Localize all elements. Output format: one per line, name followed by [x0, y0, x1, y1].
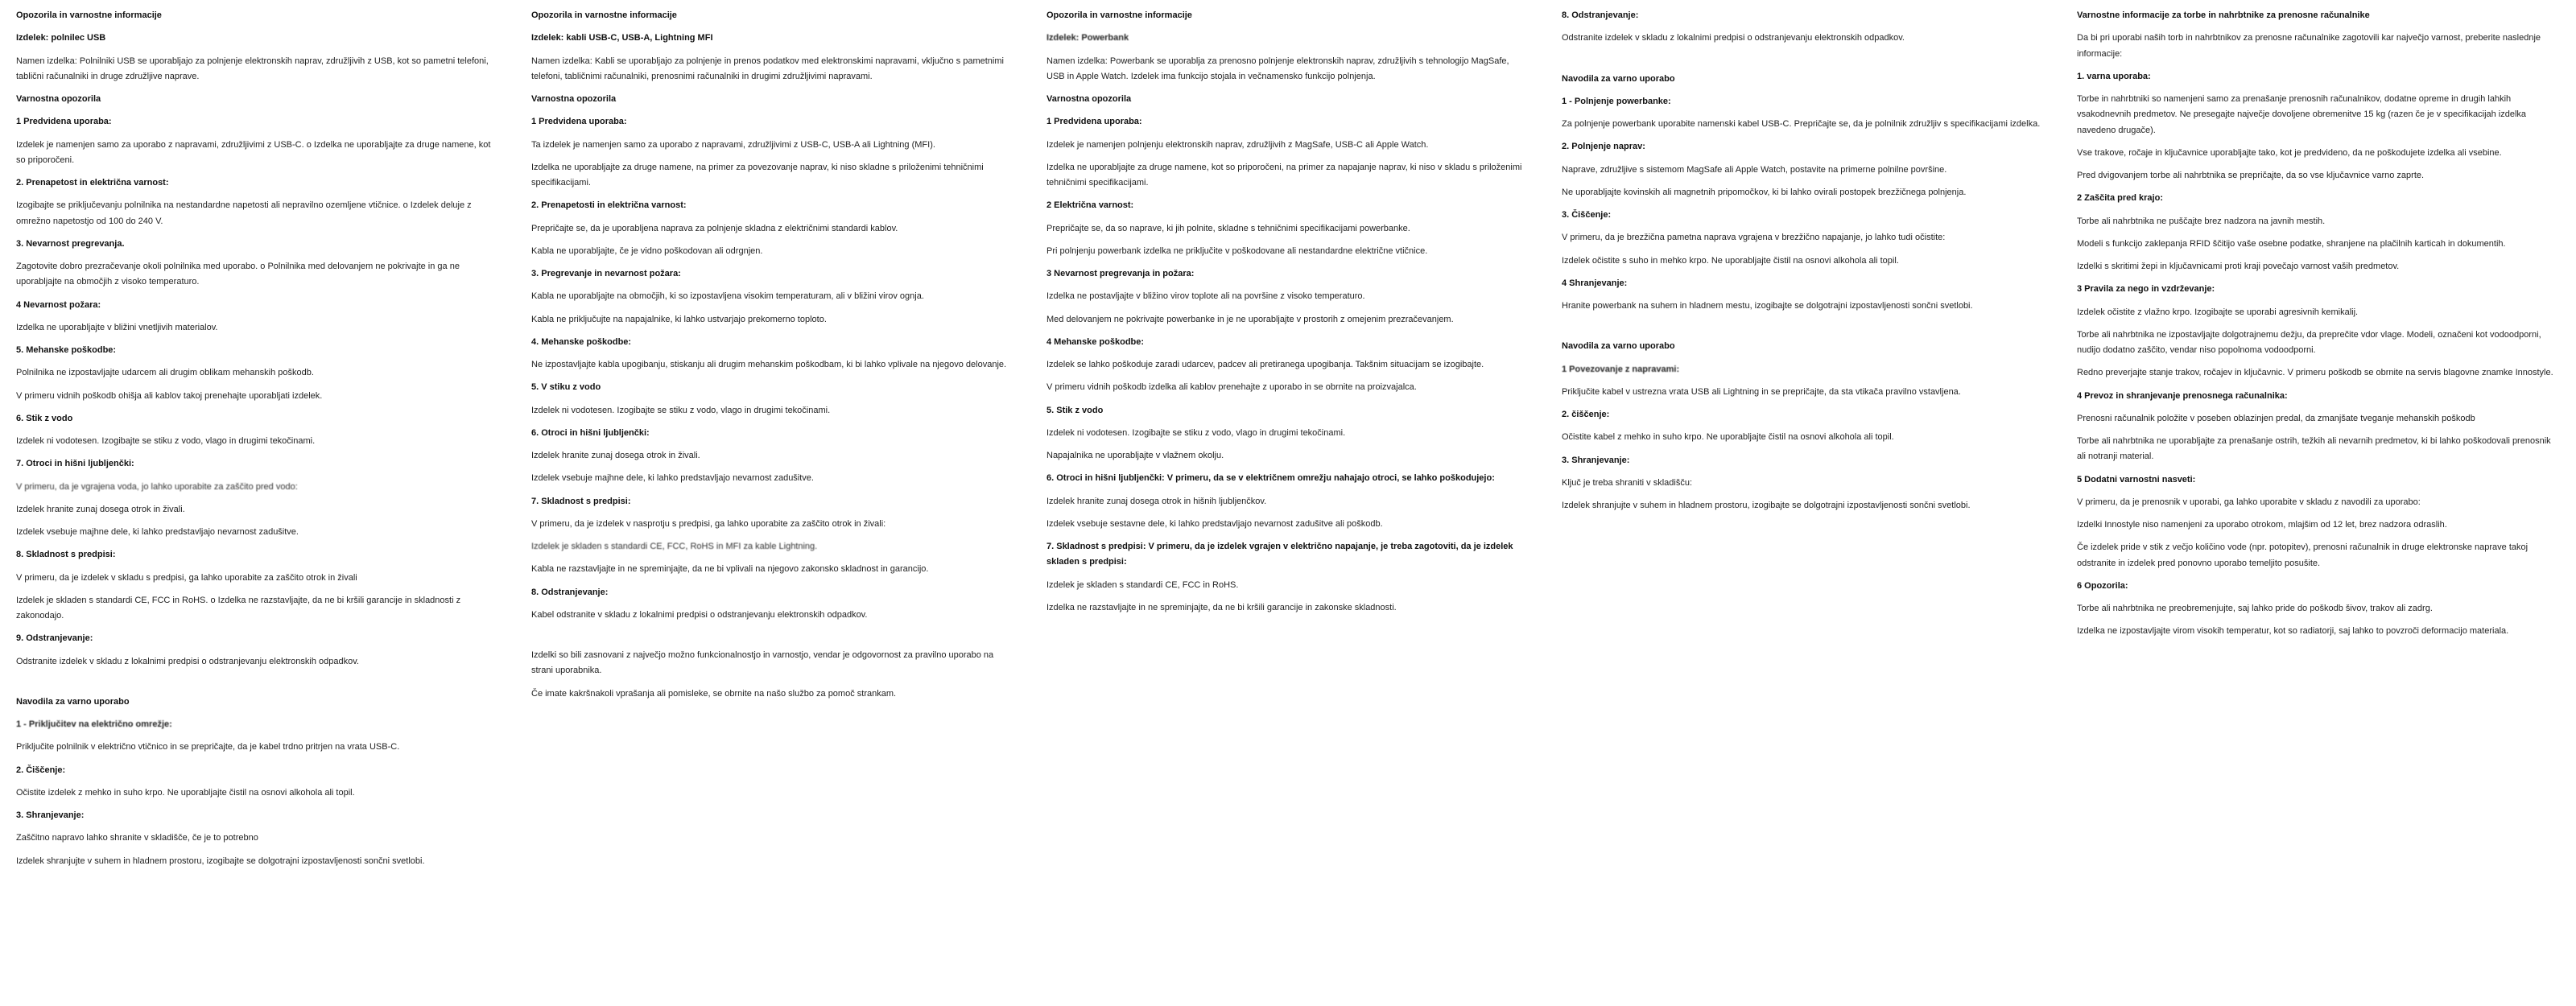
section-heading: 7. Otroci in hišni ljubljenčki:: [16, 459, 134, 469]
paragraph: Če izdelek pride v stik z večjo količino vode (npr. potopitev), prenosni računalnik in druge elektronske naprave takoj odstranite in izdelek pred ponovno uporabo temeljito posušite.: [2077, 542, 2529, 568]
paragraph: Torbe ali nahrbtnika ne preobremenjujte, saj lahko pride do poškodb šivov, trakov ali zadrg.: [2077, 604, 2433, 613]
paragraph: V primeru, da je vgrajena voda, jo lahko uporabite za zaščito pred vodo:: [16, 481, 298, 492]
vertical-gap: [1562, 321, 2045, 339]
section-heading: Navodila za varno uporabo: [1562, 341, 1675, 352]
paragraph: Torbe in nahrbtniki so namenjeni samo za prenašanje prenosnih računalnikov, dodatne opreme in drugih lahkih vsakodnevnih predmetov. Ne presegajte največje dovoljene obremenitve 15 kg (razen če je v specifikacijah izdelka navedeno drugače).: [2077, 94, 2527, 135]
paragraph: Namen izdelka: Polnilniki USB se uporabljajo za polnjenje elektronskih naprav, združljivih z USB, kot so pametni telefoni, tablični računalniki in druge združljive naprave.: [16, 56, 489, 81]
section-heading: 5 Dodatni varnostni nasveti:: [2077, 474, 2196, 484]
paragraph: Izdelek je namenjen polnjenju elektronskih naprav, združljivih z MagSafe, USB-C ali Apple Watch.: [1046, 139, 1429, 150]
section-heading: 6 Opozorila:: [2077, 580, 2128, 591]
section-heading: 9. Odstranjevanje:: [16, 633, 93, 644]
paragraph: Vse trakove, ročaje in ključavnice uporabljajte tako, kot je predvideno, da ne poškodujete izdelka ali vsebine.: [2077, 147, 2502, 158]
paragraph: Očistite izdelek z mehko in suho krpo. Ne uporabljajte čistil na osnovi alkohola ali topil.: [16, 787, 355, 798]
paragraph: Ne izpostavljajte kabla upogibanju, stiskanju ali drugim mehanskim poškodbam, ki bi lahko vplivale na njegovo delovanje.: [531, 360, 1007, 369]
section-heading: 1. varna uporaba:: [2077, 71, 2151, 81]
section-heading: 8. Skladnost s predpisi:: [16, 550, 116, 560]
paragraph: Prenosni računalnik položite v poseben oblazinjen predal, da zmanjšate tveganje mehanskih poškodb: [2077, 413, 2475, 423]
paragraph: Pred dvigovanjem torbe ali nahrbtnika se prepričajte, da so vse ključavnice varno zaprte.: [2077, 171, 2425, 180]
paragraph: Izdelka ne uporabljajte v bližini vnetljivih materialov.: [16, 322, 218, 332]
paragraph: Izdelek shranjujte v suhem in hladnem prostoru, izogibajte se dolgotrajni izpostavljenosti sončni svetlobi.: [16, 856, 425, 866]
section-heading: Izdelek: kabli USB-C, USB-A, Lightning MFI: [531, 33, 713, 43]
paragraph: Izdelki so bili zasnovani z največjo možno funkcionalnostjo in varnostjo, vendar je odgovornost za pravilno uporabo na strani uporabnika.: [531, 650, 994, 676]
paragraph: Kabel odstranite v skladu z lokalnimi predpisi o odstranjevanju elektronskih odpadkov.: [531, 609, 868, 620]
paragraph: Naprave, združljive s sistemom MagSafe ali Apple Watch, postavite na primerne polnilne površine.: [1562, 164, 1947, 175]
section-heading: 4 Prevoz in shranjevanje prenosnega računalnika:: [2077, 390, 2288, 401]
vertical-gap: [531, 630, 1014, 648]
paragraph: Izdelek vsebuje sestavne dele, ki lahko predstavljajo nevarnost zadušitve ali poškodb.: [1046, 518, 1383, 529]
paragraph: V primeru vidnih poškodb izdelka ali kablov prenehajte z uporabo in se obrnite na proizvajalca.: [1046, 382, 1417, 393]
paragraph: Izdelek očistite s suho in mehko krpo. Ne uporabljajte čistil na osnovi alkohola ali topil.: [1562, 255, 1899, 266]
section-heading: 4. Mehanske poškodbe:: [531, 336, 632, 347]
columns-container: [16, 8, 2560, 876]
section-heading: 2 Zaščita pred krajo:: [2077, 193, 2163, 204]
paragraph: Če imate kakršnakoli vprašanja ali pomisleke, se obrnite na našo službo za pomoč strankam.: [531, 688, 897, 699]
section-heading: 6. Stik z vodo: [16, 413, 73, 423]
vertical-gap: [1562, 54, 2045, 72]
section-heading: Navodila za varno uporabo: [1562, 73, 1675, 84]
section-heading: 3. Nevarnost pregrevanja.: [16, 238, 125, 249]
paragraph: Izdelka ne razstavljajte in ne spreminjajte, da ne bi kršili garancije in zakonske skladnosti.: [1046, 602, 1397, 612]
paragraph: Prepričajte se, da so naprave, ki jih polnite, skladne s tehničnimi specifikacijami powerbanke.: [1046, 223, 1410, 233]
paragraph: Izdelek ni vodotesen. Izogibajte se stiku z vodo, vlago in drugimi tekočinami.: [16, 436, 316, 446]
paragraph: Med delovanjem ne pokrivajte powerbanke in je ne uporabljajte v prostorih z omejenim prezračevanjem.: [1046, 314, 1454, 324]
section-heading: Opozorila in varnostne informacije: [16, 10, 162, 20]
paragraph: Izogibajte se priključevanju polnilnika na nestandardne napetosti ali nepravilno ozemljene vtičnice. o Izdelek deluje z omrežno napetostjo od 100 do 240 V.: [16, 200, 472, 226]
section-heading: 7. Skladnost s predpisi:: [531, 496, 631, 506]
section-heading: 2. Čiščenje:: [16, 765, 66, 775]
paragraph: Izdelek vsebuje majhne dele, ki lahko predstavljajo nevarnost zadušitve.: [531, 473, 814, 484]
section-heading: 8. Odstranjevanje:: [531, 587, 609, 597]
section-heading: Varnostna opozorila: [531, 94, 617, 104]
paragraph: Izdelka ne uporabljajte za druge namene, na primer za povezovanje naprav, ki niso skladne s priloženimi tehničnimi specifikacijami.: [531, 162, 984, 188]
document-column-1: [16, 8, 499, 876]
paragraph: Izdelka ne uporabljajte za druge namene, kot so priporočeni, na primer za napajanje naprav, ki niso v skladu s priloženimi tehničnimi specifikacijami.: [1046, 162, 1522, 188]
paragraph: Ključ je treba shraniti v skladišču:: [1562, 477, 1693, 488]
section-heading: Izdelek: Powerbank: [1046, 33, 1129, 43]
document-column-3: [1046, 8, 1530, 623]
section-heading: 8. Odstranjevanje:: [1562, 10, 1639, 20]
paragraph: Hranite powerbank na suhem in hladnem mestu, izogibajte se dolgotrajni izpostavljenosti sončni svetlobi.: [1562, 301, 1973, 311]
section-heading: Opozorila in varnostne informacije: [1046, 10, 1192, 20]
section-heading: 7. Skladnost s predpisi: V primeru, da je izdelek vgrajen v električno napajanje, je treba zagotoviti, da je izdelek skladen s predpisi:: [1046, 542, 1513, 567]
paragraph: Izdelek ni vodotesen. Izogibajte se stiku z vodo, vlago in drugimi tekočinami.: [1046, 427, 1346, 438]
paragraph: Priključite kabel v ustrezna vrata USB ali Lightning in se prepričajte, da sta vtikača pravilno vstavljena.: [1562, 386, 1961, 397]
section-heading: Varnostna opozorila: [16, 94, 101, 104]
section-heading: Navodila za varno uporabo: [16, 696, 130, 707]
paragraph: Izdelek očistite z vlažno krpo. Izogibajte se uporabi agresivnih kemikalij.: [2077, 307, 2359, 317]
section-heading: 3. Shranjevanje:: [1562, 455, 1630, 465]
paragraph: Kabla ne uporabljajte na območjih, ki so izpostavljena visokim temperaturam, ali v bližini virov ognja.: [531, 291, 924, 302]
section-heading: 6. Otroci in hišni ljubljenčki: V primeru, da se v električnem omrežju nahajajo otroci, se lahko poškodujejo:: [1046, 473, 1495, 484]
paragraph: Odstranite izdelek v skladu z lokalnimi predpisi o odstranjevanju elektronskih odpadkov.: [16, 656, 359, 666]
paragraph: Očistite kabel z mehko in suho krpo. Ne uporabljajte čistil na osnovi alkohola ali topil.: [1562, 432, 1894, 443]
section-heading: 2 Električna varnost:: [1046, 200, 1134, 211]
paragraph: V primeru, da je brezžična pametna naprava vgrajena v brezžično napajanje, jo lahko tudi očistite:: [1562, 233, 1946, 243]
paragraph: V primeru, da je prenosnik v uporabi, ga lahko uporabite v skladu z navodili za uporabo:: [2077, 497, 2421, 507]
paragraph: Torbe ali nahrbtnika ne puščajte brez nadzora na javnih mestih.: [2077, 216, 2326, 226]
paragraph: V primeru, da je izdelek v skladu s predpisi, ga lahko uporabite za zaščito otrok in živali: [16, 572, 357, 583]
section-heading: 5. Mehanske poškodbe:: [16, 345, 117, 355]
paragraph: Polnilnika ne izpostavljajte udarcem ali drugim oblikam mehanskih poškodb.: [16, 368, 314, 378]
section-heading: 3 Pravila za nego in vzdrževanje:: [2077, 284, 2215, 295]
section-heading: 1 Povezovanje z napravami:: [1562, 364, 1680, 374]
section-heading: 1 - Priključitev na električno omrežje:: [16, 719, 172, 729]
vertical-gap: [16, 677, 499, 695]
document-column-5: [2077, 8, 2560, 647]
paragraph: Pri polnjenju powerbank izdelka ne priključite v poškodovane ali nestandardne električne vtičnice.: [1046, 245, 1428, 256]
section-heading: Varnostne informacije za torbe in nahrbtnike za prenosne računalnike: [2077, 10, 2370, 20]
paragraph: Izdelki Innostyle niso namenjeni za uporabo otrokom, mlajšim od 12 let, brez nadzora odraslih.: [2077, 520, 2447, 530]
paragraph: Izdelek je skladen s standardi CE, FCC in RoHS. o Izdelka ne razstavljajte, da ne bi kršili garancije in skladnosti z zakonodajo.: [16, 595, 461, 621]
paragraph: Prepričajte se, da je uporabljena naprava za polnjenje skladna z električnimi standardi kablov.: [531, 223, 898, 233]
section-heading: 2. Prenapetost in električna varnost:: [16, 178, 169, 188]
document-column-2: [531, 8, 1014, 709]
paragraph: Torbe ali nahrbtnika ne izpostavljajte dolgotrajnemu dežju, da preprečite vdor vlage. Modeli, označeni kot vodoodporni, nudijo dodatno zaščito, vendar niso popolnoma vodoodporni.: [2077, 329, 2541, 355]
paragraph: Izdelka ne izpostavljajte virom visokih temperatur, kot so radiatorji, saj lahko to povzroči deformacijo materiala.: [2077, 626, 2509, 637]
section-heading: 3. Shranjevanje:: [16, 810, 85, 820]
paragraph: Ta izdelek je namenjen samo za uporabo z napravami, združljivimi z USB-C, USB-A ali Lightning (MFI).: [531, 139, 935, 150]
paragraph: Izdelek vsebuje majhne dele, ki lahko predstavljajo nevarnost zadušitve.: [16, 527, 299, 537]
document-column-4: [1562, 8, 2045, 521]
paragraph: Priključite polnilnik v električno vtičnico in se prepričajte, da je kabel trdno pritrjen na vrata USB-C.: [16, 742, 400, 752]
paragraph: Namen izdelka: Powerbank se uporablja za prenosno polnjenje elektronskih naprav, združljivih s tehnologijo MagSafe, USB in Apple Watch. Izdelek ima funkcijo stojala in večnamensko funkcijo polnjenja.: [1046, 56, 1509, 81]
paragraph: Napajalnika ne uporabljajte v vlažnem okolju.: [1046, 451, 1224, 460]
paragraph: Izdelka ne postavljajte v bližino virov toplote ali na površine z visoko temperaturo.: [1046, 291, 1365, 302]
section-heading: 6. Otroci in hišni ljubljenčki:: [531, 427, 650, 438]
paragraph: Izdelek je skladen s standardi CE, FCC in RoHS.: [1046, 579, 1239, 590]
paragraph: Izdelek je skladen s standardi CE, FCC, RoHS in MFI za kable Lightning.: [531, 542, 818, 551]
section-heading: 3 Nevarnost pregrevanja in požara:: [1046, 269, 1195, 278]
section-heading: 4 Nevarnost požara:: [16, 299, 101, 310]
paragraph: Kabla ne razstavljajte in ne spreminjajte, da ne bi vplivali na njegovo zakonsko skladnost in garancijo.: [531, 564, 929, 575]
paragraph: Odstranite izdelek v skladu z lokalnimi predpisi o odstranjevanju elektronskih odpadkov.: [1562, 33, 1905, 43]
paragraph: Zagotovite dobro prezračevanje okoli polnilnika med uporabo. o Polnilnika med delovanjem ne pokrivajte in ga ne uporabljajte na območjih z visoko temperaturo.: [16, 262, 460, 287]
section-heading: 2. čiščenje:: [1562, 410, 1610, 419]
paragraph: Modeli s funkcijo zaklepanja RFID ščitijo vaše osebne podatke, shranjene na plačilnih karticah in dokumentih.: [2077, 238, 2506, 249]
section-heading: 5. V stiku z vodo: [531, 382, 601, 393]
section-heading: 4 Mehanske poškodbe:: [1046, 336, 1145, 347]
section-heading: 3. Pregrevanje in nevarnost požara:: [531, 269, 681, 278]
paragraph: Kabla ne priključujte na napajalnike, ki lahko ustvarjajo prekomerno toploto.: [531, 314, 827, 324]
paragraph: Zaščitno napravo lahko shranite v skladišče, če je to potrebno: [16, 833, 258, 843]
paragraph: Torbe ali nahrbtnika ne uporabljajte za prenašanje ostrih, težkih ali nevarnih predmetov, ki bi lahko poškodovali prenosnik ali notranji material.: [2077, 436, 2551, 462]
paragraph: Za polnjenje powerbank uporabite namenski kabel USB-C. Prepričajte se, da je polnilnik združljiv s specifikacijami izdelka.: [1562, 119, 2041, 129]
section-heading: 2. Polnjenje naprav:: [1562, 142, 1645, 152]
paragraph: Kabla ne uporabljajte, če je vidno poškodovan ali odrgnjen.: [531, 245, 763, 256]
section-heading: 5. Stik z vodo: [1046, 405, 1104, 415]
paragraph: Redno preverjajte stanje trakov, ročajev in ključavnic. V primeru poškodb se obrnite na servis blagovne znamke Innostyle.: [2077, 368, 2553, 378]
paragraph: Izdelek hranite zunaj dosega otrok in živali.: [16, 504, 185, 514]
paragraph: Izdelek ni vodotesen. Izogibajte se stiku z vodo, vlago in drugimi tekočinami.: [531, 405, 831, 415]
section-heading: 1 - Polnjenje powerbanke:: [1562, 96, 1671, 106]
section-heading: 2. Prenapetosti in električna varnost:: [531, 200, 687, 211]
paragraph: Izdelek shranjujte v suhem in hladnem prostoru, izogibajte se dolgotrajni izpostavljenosti sončni svetlobi.: [1562, 501, 1971, 510]
section-heading: 3. Čiščenje:: [1562, 210, 1612, 220]
section-heading: 1 Predvidena uporaba:: [531, 117, 627, 127]
paragraph: Izdelki s skritimi žepi in ključavnicami proti kraji povečajo varnost vaših predmetov.: [2077, 262, 2400, 271]
paragraph: Ne uporabljajte kovinskih ali magnetnih pripomočkov, ki bi lahko ovirali postopek brezžičnega polnjenja.: [1562, 187, 1967, 197]
paragraph: Izdelek se lahko poškoduje zaradi udarcev, padcev ali pretiranega upogibanja. Takšnim situacijam se izogibajte.: [1046, 360, 1484, 369]
section-heading: 1 Predvidena uporaba:: [16, 117, 112, 127]
paragraph: Da bi pri uporabi naših torb in nahrbtnikov za prenosne računalnike zagotovili kar največjo varnost, preberite naslednje informacije:: [2077, 33, 2541, 59]
paragraph: Izdelek hranite zunaj dosega otrok in živali.: [531, 451, 700, 460]
section-heading: 1 Predvidena uporaba:: [1046, 117, 1142, 127]
paragraph: Namen izdelka: Kabli se uporabljajo za polnjenje in prenos podatkov med elektronskimi napravami, vključno s pametnimi telefoni, tabličnimi računalniki, prenosnimi računalniki in drugimi združljivimi napravami.: [531, 56, 1004, 81]
paragraph: Izdelek hranite zunaj dosega otrok in hišnih ljubljenčkov.: [1046, 496, 1267, 506]
section-heading: 4 Shranjevanje:: [1562, 278, 1628, 288]
section-heading: Opozorila in varnostne informacije: [531, 10, 677, 20]
paragraph: Izdelek je namenjen samo za uporabo z napravami, združljivimi z USB-C. o Izdelka ne uporabljajte za druge namene, kot so priporočeni.: [16, 139, 491, 165]
paragraph: V primeru vidnih poškodb ohišja ali kablov takoj prenehajte uporabljati izdelek.: [16, 390, 323, 401]
section-heading: Varnostna opozorila: [1046, 94, 1132, 104]
paragraph: V primeru, da je izdelek v nasprotju s predpisi, ga lahko uporabite za zaščito otrok in živali:: [531, 518, 886, 529]
section-heading: Izdelek: polnilec USB: [16, 33, 106, 43]
